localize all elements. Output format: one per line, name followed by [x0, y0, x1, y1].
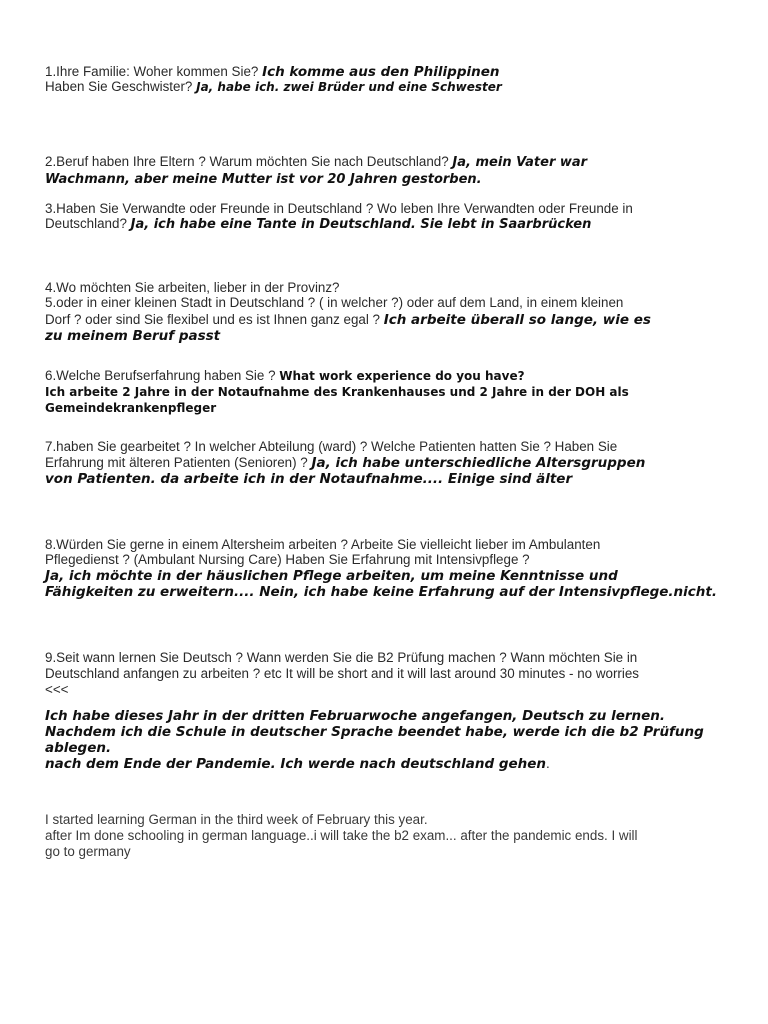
q6-english: What work experience do you have?	[279, 369, 525, 383]
q6-answer-2: Gemeindekrankenpfleger	[45, 401, 217, 415]
q8-question-2: Pflegedienst ? (Ambulant Nursing Care) Haben Sie Erfahrung mit Intensivpflege ?	[45, 552, 530, 567]
q3-question-2: Deutschland?	[45, 216, 127, 231]
q9-question-2: Deutschland anfangen zu arbeiten ? etc It will be short and it will last around 30 minutes - no worries	[45, 666, 639, 681]
q2-answer: Ja, mein Vater war	[452, 155, 588, 170]
q9-answer-line-3	[45, 740, 735, 756]
q7-question: 7.haben Sie gearbeitet ? In welcher Abteilung (ward) ? Welche Patienten hatten Sie ? Haben Sie	[45, 439, 618, 454]
q7-line-3	[45, 471, 735, 487]
q4-line-1	[45, 280, 735, 296]
q8-line-1	[45, 537, 735, 553]
q5-question-2: Dorf ? oder sind Sie flexibel und es ist Ihnen ganz egal ?	[45, 312, 380, 327]
q9-answer-line-4	[45, 756, 735, 772]
q9-question-3: <<<	[45, 682, 69, 697]
q9-line-3	[45, 682, 735, 698]
english-line-3	[45, 844, 735, 860]
q1-question: 1.Ihre Familie: Woher kommen Sie?	[45, 64, 259, 79]
english-text-3: go to germany	[45, 844, 131, 859]
q5-answer-2: zu meinem Beruf passt	[45, 328, 221, 344]
q3-answer: Ja, ich habe eine Tante in Deutschland. Sie lebt in Saarbrücken	[130, 217, 592, 232]
q1-answer: Ich komme aus den Philippinen	[262, 64, 500, 80]
q1-answer-2: Ja, habe ich. zwei Brüder und eine Schwester	[196, 80, 502, 94]
english-text-2: after Im done schooling in german language..i will take the b2 exam... after the pandemic ends. I will	[45, 828, 638, 843]
q9-line-1	[45, 650, 735, 666]
q1-question-2: Haben Sie Geschwister?	[45, 79, 193, 94]
q9-question: 9.Seit wann lernen Sie Deutsch ? Wann werden Sie die B2 Prüfung machen ? Wann möchten Sie in	[45, 650, 638, 665]
q8-answer: Ja, ich möchte in der häuslichen Pflege arbeiten, um meine Kenntnisse und	[45, 568, 618, 584]
q4-question: 4.Wo möchten Sie arbeiten, lieber in der Provinz?	[45, 280, 340, 295]
q8-line-3	[45, 568, 735, 584]
q5-line-3	[45, 328, 735, 344]
q2-line-1	[45, 154, 735, 171]
q9-line-2	[45, 666, 735, 682]
q5-line-2	[45, 312, 735, 328]
q3-question: 3.Haben Sie Verwandte oder Freunde in Deutschland ? Wo leben Ihre Verwandten oder Freunde in	[45, 201, 633, 216]
q8-question: 8.Würden Sie gerne in einem Altersheim arbeiten ? Arbeite Sie vielleicht lieber im Ambulanten	[45, 537, 601, 552]
q7-answer: Ja, ich habe unterschiedliche Altersgruppen	[311, 455, 646, 471]
q9-answer-line-1	[45, 708, 735, 724]
q3-line-2	[45, 216, 735, 233]
q5-answer: Ich arbeite überall so lange, wie es	[383, 312, 651, 328]
q9-answer-line-2	[45, 724, 735, 740]
q6-question: 6.Welche Berufserfahrung haben Sie ?	[45, 368, 276, 383]
q9-answer-3: ablegen.	[45, 740, 112, 756]
q8-line-2	[45, 552, 735, 568]
q2-question: 2.Beruf haben Ihre Eltern ? Warum möchten Sie nach Deutschland?	[45, 154, 449, 169]
q7-question-2: Erfahrung mit älteren Patienten (Senioren) ?	[45, 455, 308, 470]
q2-line-2	[45, 171, 735, 188]
q9-answer-period: .	[546, 756, 550, 771]
q5-question: 5.oder in einer kleinen Stadt in Deutschland ? ( in welcher ?) oder auf dem Land, in einem kleinen	[45, 295, 624, 310]
english-line-2	[45, 828, 735, 844]
q9-answer-4: nach dem Ende der Pandemie. Ich werde nach deutschland gehen	[45, 756, 547, 772]
q7-line-2	[45, 455, 735, 471]
q1-line-1	[45, 64, 735, 80]
q3-line-1	[45, 201, 735, 217]
q6-line-3	[45, 400, 735, 416]
q1-line-2	[45, 79, 735, 95]
q8-answer-2: Fähigkeiten zu erweitern.... Nein, ich habe keine Erfahrung auf der Intensivpflege.nicht.	[45, 584, 717, 600]
q6-line-2	[45, 384, 735, 400]
english-line-1	[45, 812, 735, 828]
q9-answer-1: Ich habe dieses Jahr in der dritten Februarwoche angefangen, Deutsch zu lernen.	[45, 708, 666, 724]
q9-answer-2: Nachdem ich die Schule in deutscher Sprache beendet habe, werde ich die b2 Prüfung	[45, 724, 704, 740]
q8-line-4	[45, 584, 735, 600]
q7-line-1	[45, 439, 735, 455]
q2-answer-2: Wachmann, aber meine Mutter ist vor 20 Jahren gestorben.	[45, 172, 482, 187]
q5-line-1	[45, 295, 735, 311]
q6-line-1	[45, 368, 735, 384]
q6-answer: Ich arbeite 2 Jahre in der Notaufnahme des Krankenhauses und 2 Jahre in der DOH als	[45, 385, 629, 399]
q7-answer-2: von Patienten. da arbeite ich in der Notaufnahme.... Einige sind älter	[45, 471, 573, 487]
english-text-1: I started learning German in the third week of February this year.	[45, 812, 428, 827]
